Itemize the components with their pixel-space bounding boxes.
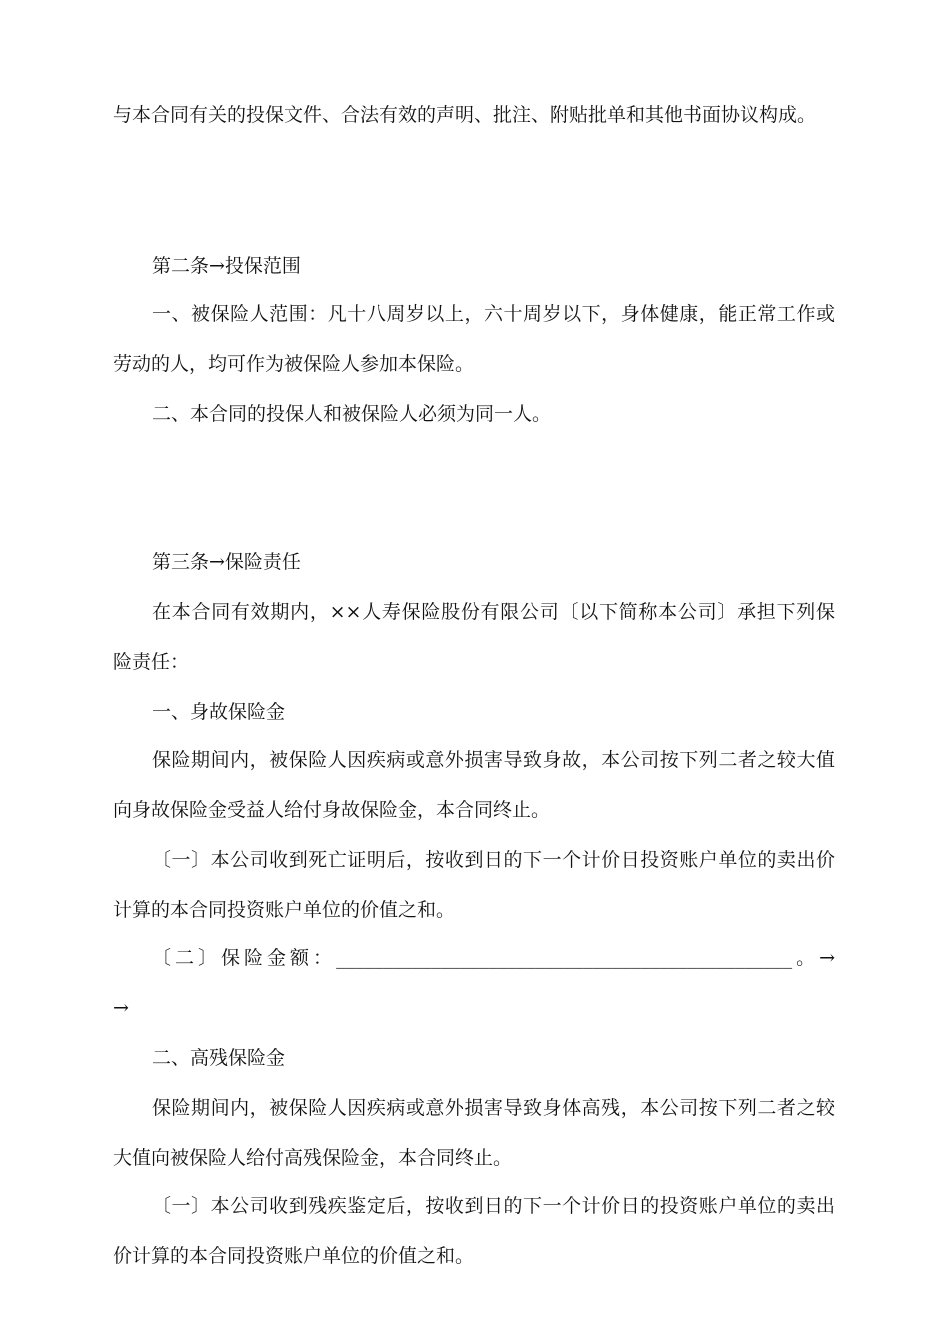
paragraph-line: 价计算的本合同投资账户单位的价值之和。 bbox=[113, 1245, 475, 1267]
paragraph-line: 二、本合同的投保人和被保险人必须为同一人。 bbox=[152, 403, 552, 425]
article-heading: 第三条→保险责任 bbox=[152, 551, 301, 573]
paragraph-line: 〔一〕本公司收到残疾鉴定后，按收到日的下一个计价日的投资账户单位的卖出 bbox=[152, 1195, 835, 1217]
paragraph-line: 与本合同有关的投保文件、合法有效的声明、批注、附贴批单和其他书面协议构成。 bbox=[113, 104, 817, 126]
paragraph-line: 〔一〕本公司收到死亡证明后，按收到日的下一个计价日投资账户单位的卖出价 bbox=[152, 849, 835, 871]
section-heading: 二、高残保险金 bbox=[152, 1047, 286, 1069]
paragraph-line: → bbox=[113, 997, 129, 1019]
paragraph-line: 在本合同有效期内，××人寿保险股份有限公司〔以下简称本公司〕承担下列保 bbox=[152, 601, 835, 623]
paragraph-line: 保险期间内，被保险人因疾病或意外损害导致身体高残，本公司按下列二者之较 bbox=[152, 1097, 835, 1119]
paragraph-line: 保险期间内，被保险人因疾病或意外损害导致身故，本公司按下列二者之较大值 bbox=[152, 749, 835, 771]
section-heading: 一、身故保险金 bbox=[152, 701, 286, 723]
paragraph-line: 一、被保险人范围：凡十八周岁以上，六十周岁以下，身体健康，能正常工作或 bbox=[152, 303, 835, 325]
paragraph-line: 计算的本合同投资账户单位的价值之和。 bbox=[113, 899, 456, 921]
paragraph-line: 〔二〕保险金额：________________________________________________。→ bbox=[152, 947, 835, 969]
article-heading: 第二条→投保范围 bbox=[152, 255, 301, 277]
paragraph-line: 大值向被保险人给付高残保险金，本合同终止。 bbox=[113, 1147, 513, 1169]
paragraph-line: 劳动的人，均可作为被保险人参加本保险。 bbox=[113, 353, 475, 375]
paragraph-line: 险责任： bbox=[113, 651, 190, 673]
paragraph-line: 向身故保险金受益人给付身故保险金，本合同终止。 bbox=[113, 799, 551, 821]
